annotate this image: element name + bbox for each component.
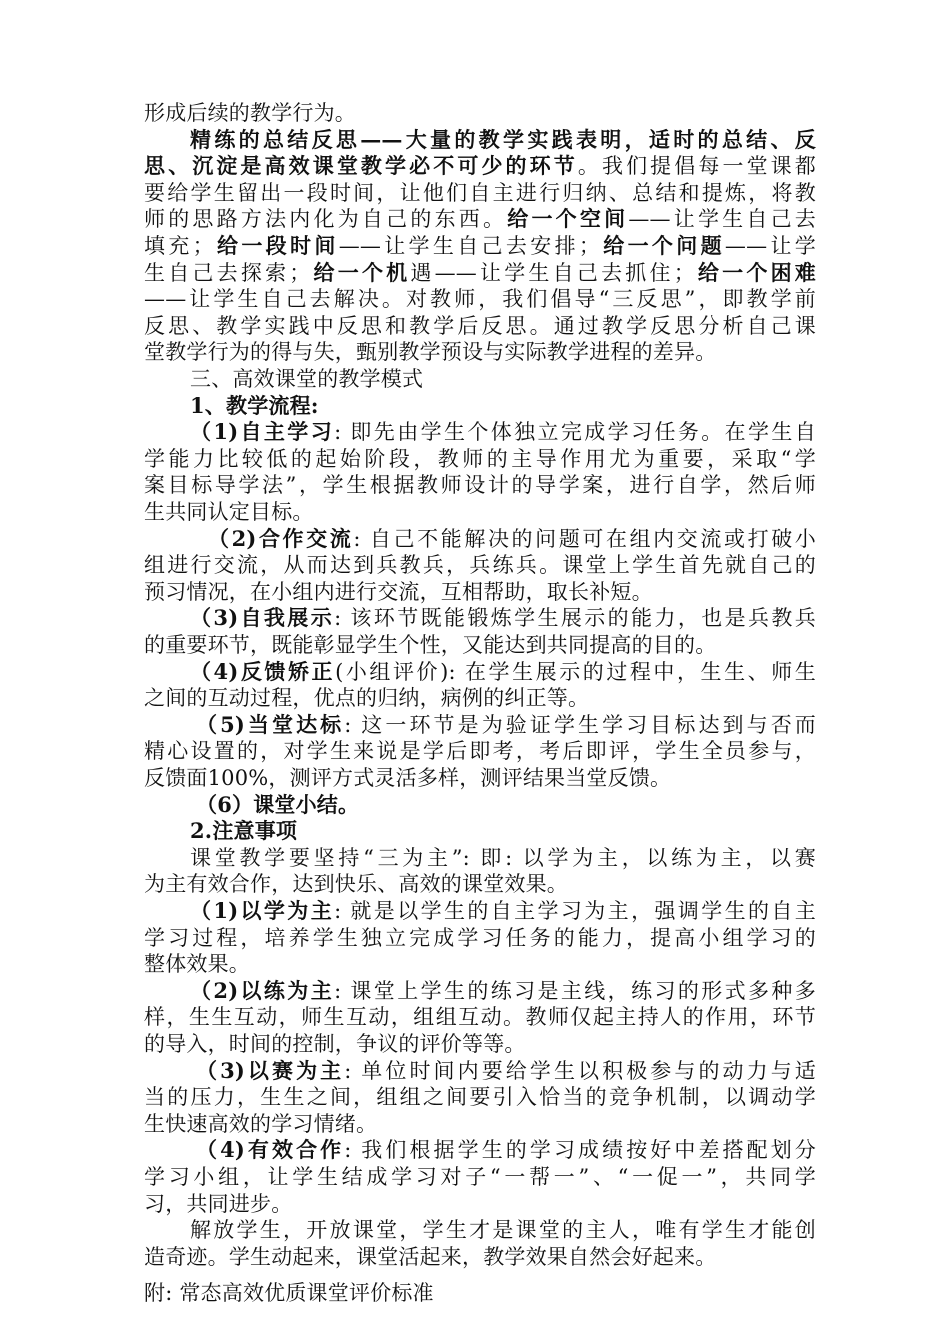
text-line: 习，共同进步。 — [144, 1191, 293, 1216]
text-line: 堂教学行为的得与失，甄别教学预设与实际教学进程的差异。 — [144, 340, 717, 365]
text-line: （3)以赛为主: 单位时间内要给学生以积极参与的动力与适 — [196, 1057, 816, 1083]
bold-text: 给一个困难 — [694, 259, 816, 285]
text-line: 造奇迹。学生动起来，课堂活起来，教学效果自然会好起来。 — [144, 1244, 717, 1269]
text-line: 课堂教学要坚持“三为主”: 即: 以学为主，以练为主，以赛 — [190, 845, 816, 870]
bold-text: 思、沉淀是高效课堂教学必不可少的环节 — [144, 153, 578, 179]
text-line: （5)当堂达标: 这一环节是为验证学生学习目标达到与否而 — [196, 711, 816, 737]
text-line: 案目标导学法”，学生根据教师设计的导学案，进行自学，然后师 — [144, 473, 816, 498]
text-line: （2)以练为主: 课堂上学生的练习是主线，练习的形式多种多 — [190, 977, 816, 1003]
text-line: （2)合作交流: 自己不能解决的问题可在组内交流或打破小 — [208, 525, 816, 551]
text-line: 为主有效合作，达到快乐、高效的课堂效果。 — [144, 872, 568, 897]
text-line: 预习情况，在小组内进行交流，互相帮助，取长补短。 — [144, 579, 653, 604]
bold-text: 给一个空间 — [507, 206, 629, 232]
text-line: 组进行交流，从而达到兵教兵，兵练兵。课堂上学生首先就自己的 — [144, 553, 816, 578]
item-label: （4)反馈矫正 — [190, 658, 336, 684]
text-line — [196, 792, 816, 819]
text-line: 精心设置的，对学生来说是学后即考，考后即评，学生全员参与， — [144, 739, 816, 764]
text-line: 解放学生，开放课堂，学生才是课堂的主人，唯有学生才能创 — [190, 1218, 816, 1243]
subsection-heading: 2.注意事项 — [190, 818, 298, 844]
item-label: （4)有效合作 — [196, 1137, 345, 1163]
text-line: 的重要环节，既能彰显学生个性，又能达到共同提高的目的。 — [144, 633, 717, 657]
text-line: 生共同认定目标。 — [144, 500, 314, 524]
text-line: 整体效果。 — [144, 952, 250, 977]
text-line: （4)有效合作: 我们根据学生的学习成绩按好中差搭配划分 — [196, 1137, 816, 1163]
bold-text: 给一段时间 — [213, 233, 339, 258]
text-line: 当的压力，生生之间，组组之间要引入恰当的竞争机制，以调动学 — [144, 1085, 816, 1110]
item-label: （3)自我展示 — [190, 605, 335, 631]
text-line: （3)自我展示: 该环节既能锻炼学生展示的能力，也是兵教兵 — [190, 605, 816, 631]
item-label: （2)以练为主 — [190, 977, 335, 1003]
item-label: （1)自主学习 — [190, 419, 335, 445]
text-line: （1)以学为主: 就是以学生的自主学习为主，强调学生的自主 — [190, 898, 816, 923]
bold-text: 给一个问题 — [600, 233, 725, 258]
appendix-note: 附: 常态高效优质课堂评价标准 — [144, 1281, 434, 1306]
text-line: 的导入，时间的控制，争议的评价等等。 — [144, 1032, 526, 1056]
bold-text: 给一个机 — [310, 259, 411, 285]
text-line: 反馈面100%，测评方式灵活多样，测评结果当堂反馈。 — [144, 766, 672, 790]
text-line: （1)自主学习: 即先由学生个体独立完成学习任务。在学生自 — [190, 419, 816, 445]
text-line: 要给学生留出一段时间，让他们自主进行归纳、总结和提炼，将教 — [144, 180, 816, 205]
text-line: 学习过程，培养学生独立完成学习任务的能力，提高小组学习的 — [144, 925, 816, 950]
item-label: （1)以学为主 — [190, 898, 335, 923]
text-line: 师的思路方法内化为自己的东西。给一个空间——让学生自己去 — [144, 206, 817, 232]
text-line: 反思、教学实践中反思和教学后反思。通过教学反思分析自己课 — [144, 313, 816, 338]
text-line — [190, 127, 816, 154]
text-line: ——让学生自己去解决。对教师，我们倡导“三反思”，即教学前 — [144, 287, 816, 312]
subsection-heading: 1、教学流程: — [190, 392, 319, 418]
text-line: 生自己去探索；给一个机遇——让学生自己去抓住；给一个困难 — [144, 259, 816, 285]
text-line: 之间的互动过程，优点的归纳，病例的纠正等。 — [144, 686, 590, 711]
item-label: （2)合作交流 — [208, 525, 354, 551]
text-line: 生快速高效的学习情绪。 — [144, 1111, 378, 1136]
text-line: 填充；给一段时间——让学生自己去安排；给一个问题——让学 — [144, 233, 816, 258]
text-line: 形成后续的教学行为。 — [144, 101, 356, 125]
text-line: （4)反馈矫正(小组评价): 在学生展示的过程中，生生、师生 — [190, 658, 816, 684]
text-line: 学习小组，让学生结成学习对子“一帮一”、“一促一”，共同学 — [144, 1165, 816, 1189]
item-label: （6）课堂小结。 — [196, 791, 360, 817]
bold-heading-summary: 精练的总结反思——大量的教学实践表明，适时的总结、反 — [190, 126, 816, 152]
text-line: 思、沉淀是高效课堂教学必不可少的环节。我们提倡每一堂课都 — [144, 153, 816, 179]
item-label: （3)以赛为主 — [196, 1057, 345, 1083]
item-label: （5)当堂达标 — [196, 711, 345, 737]
text-line: 样，生生互动，师生互动，组组互动。教师仅起主持人的作用，环节 — [144, 1005, 816, 1030]
text-line: 学能力比较低的起始阶段，教师的主导作用尤为重要，采取“学 — [144, 446, 816, 471]
section-heading: 三、高效课堂的教学模式 — [190, 367, 424, 391]
